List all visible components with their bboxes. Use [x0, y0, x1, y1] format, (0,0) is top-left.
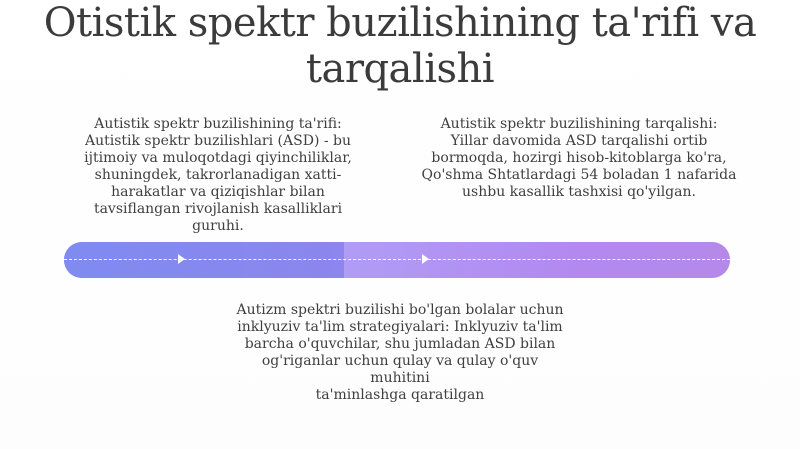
definition-text: Autistik spektr buzilishining ta'rifi: Autistik spektr buzilishlari (ASD) - bu ijtimoiy va muloqotdagi qiyinchiliklar, shuningdek, takrorlanadigan xatti- harakatlar va qiziqishlar bilan tavsiflangan rivojlanish kasalliklari guruhi.: [84, 116, 352, 234]
prevalence-text: Autistik spektr buzilishining tarqalishi: Yillar davomida ASD tarqalishi ortib bormoqda, hozirgi hisob-kitoblarga ko'ra, Qo'shma Shtatlardagi 54 boladan 1 nafarida ushbu kasallik tashxisi qo'yilgan.: [421, 116, 737, 200]
inclusive-education-text: Autizm spektri buzilishi bo'lgan bolalar uchun inklyuziv ta'lim strategiyalari: Inklyuziv ta'lim barcha o'quvchilar, shu jumladan ASD bilan og'riganlar uchun qulay va qulay o'quv muhitini ta'minlashga qaratilgan: [236, 302, 564, 403]
slide-title: Otistik spektr buzilishining ta'rifi va tarqalishi: [43, 0, 757, 92]
timeline-segment-left: [64, 242, 344, 278]
timeline-dashed-line: [64, 259, 730, 260]
arrow-right-icon: [178, 254, 185, 264]
timeline-segment-right: [344, 242, 730, 278]
timeline-bar: [64, 242, 730, 278]
arrow-right-icon: [422, 254, 429, 264]
